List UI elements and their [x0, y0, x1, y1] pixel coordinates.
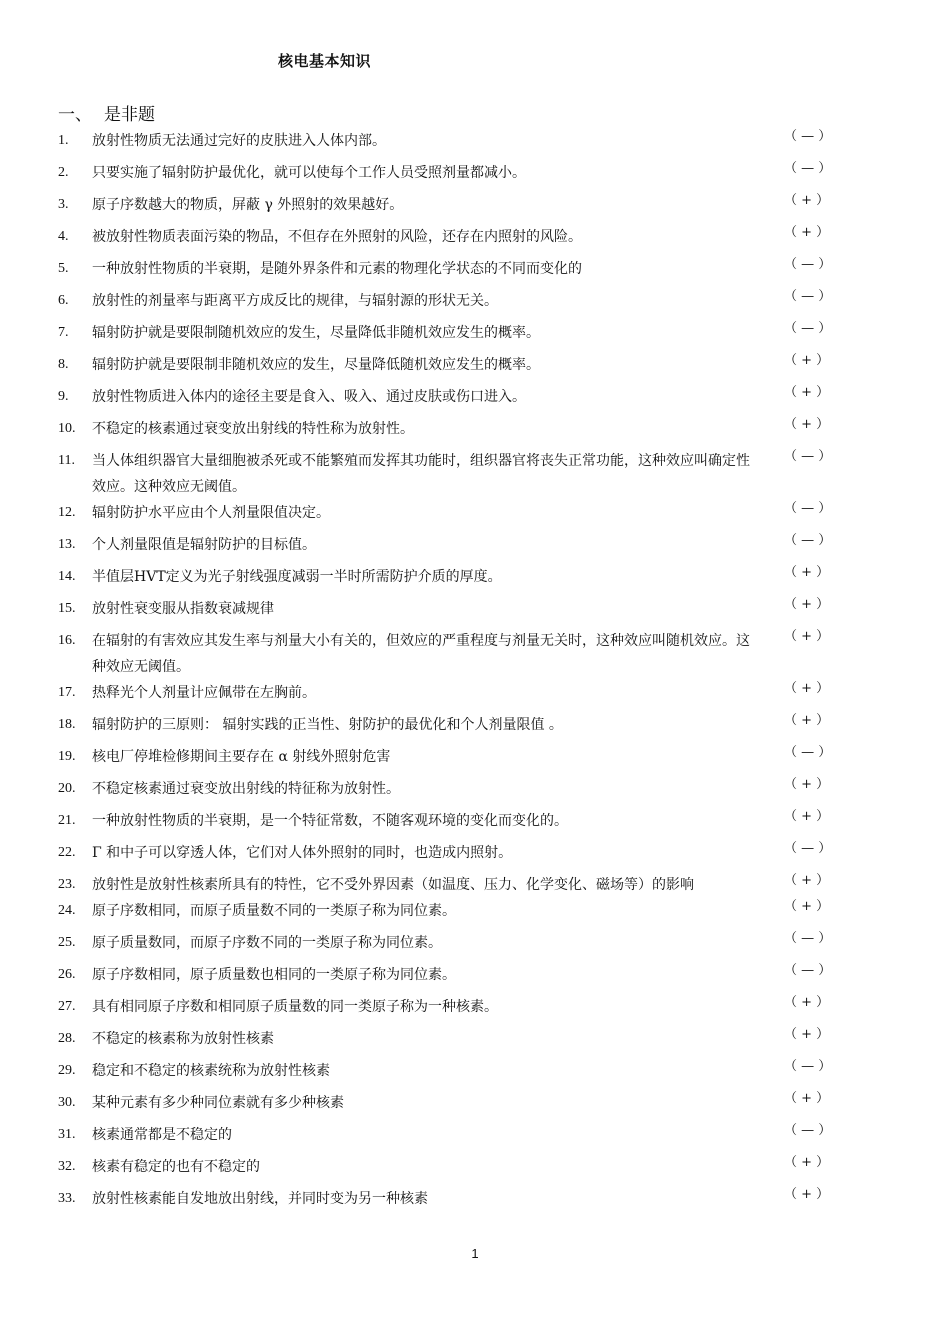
- question-item: [0, 628, 950, 680]
- question-number: 26.: [58, 967, 76, 982]
- question-answer: （ + ）: [784, 225, 830, 240]
- question-answer: （ + ）: [784, 713, 830, 728]
- question-text: 放射性物质无法通过完好的皮肤进入人体内部。: [92, 133, 386, 149]
- question-number: 15.: [58, 601, 76, 616]
- question-answer: （ — ）: [784, 321, 832, 336]
- question-item: [0, 930, 950, 956]
- question-answer: （ + ）: [784, 681, 830, 696]
- question-answer: （ — ）: [784, 841, 832, 856]
- question-answer: （ — ）: [784, 289, 832, 304]
- question-number: 16.: [58, 633, 76, 648]
- question-item: [0, 994, 950, 1020]
- question-text: 放射性的剂量率与距离平方成反比的规律，与辐射源的形状无关。: [92, 293, 498, 309]
- question-item: [0, 898, 950, 924]
- question-item: [0, 320, 950, 346]
- question-number: 2.: [58, 165, 69, 180]
- question-text: 原子序数相同，原子质量数也相同的一类原子称为同位素。: [92, 967, 456, 983]
- question-text: 辐射防护就是要限制随机效应的发生，尽量降低非随机效应发生的概率。: [92, 325, 540, 341]
- question-item: [0, 712, 950, 738]
- question-answer: （ + ）: [784, 809, 830, 824]
- question-number: 31.: [58, 1127, 76, 1142]
- question-item: [0, 962, 950, 988]
- question-item: [0, 384, 950, 410]
- question-answer: （ — ）: [784, 449, 832, 464]
- question-number: 25.: [58, 935, 76, 950]
- question-item: [0, 680, 950, 706]
- question-number: 7.: [58, 325, 69, 340]
- question-item: [0, 224, 950, 250]
- question-number: 12.: [58, 505, 76, 520]
- question-item: [0, 416, 950, 442]
- question-number: 22.: [58, 845, 76, 860]
- question-item: [0, 128, 950, 154]
- question-text: 不稳定的核素通过衰变放出射线的特性称为放射性。: [92, 421, 414, 437]
- question-answer: （ — ）: [784, 161, 832, 176]
- question-number: 18.: [58, 717, 76, 732]
- section-number: 一、: [58, 105, 92, 125]
- question-item: [0, 288, 950, 314]
- question-item: [0, 840, 950, 866]
- question-item: [0, 596, 950, 622]
- question-text: 被放射性物质表面污染的物品，不但存在外照射的风险，还存在内照射的风险。: [92, 229, 582, 245]
- question-number: 23.: [58, 877, 76, 892]
- question-number: 33.: [58, 1191, 76, 1206]
- question-answer: （ — ）: [784, 963, 832, 978]
- question-number: 9.: [58, 389, 69, 404]
- question-item: [0, 1058, 950, 1084]
- question-text: 辐射防护的三原则： 辐射实践的正当性、射防护的最优化和个人剂量限值 。: [92, 717, 563, 733]
- question-item: [0, 1186, 950, 1212]
- question-number: 29.: [58, 1063, 76, 1078]
- question-item: [0, 564, 950, 590]
- question-text: 放射性衰变服从指数衰减规律: [92, 601, 274, 617]
- question-answer: （ + ）: [784, 995, 830, 1010]
- question-item: [0, 808, 950, 834]
- question-text: 在辐射的有害效应其发生率与剂量大小有关的，但效应的严重程度与剂量无关时，这种效应叫随机效应。这种效应无阈值。: [92, 633, 750, 675]
- section-title: 是非题: [104, 105, 155, 125]
- question-text: 原子序数越大的物质，屏蔽 γ 外照射的效果越好。: [92, 197, 404, 213]
- question-item: [0, 1026, 950, 1052]
- question-text: 个人剂量限值是辐射防护的目标值。: [92, 537, 316, 553]
- question-text: 放射性物质进入体内的途径主要是食入、吸入、通过皮肤或伤口进入。: [92, 389, 526, 405]
- question-item: [0, 352, 950, 378]
- question-number: 13.: [58, 537, 76, 552]
- question-item: [0, 532, 950, 558]
- question-answer: （ + ）: [784, 385, 830, 400]
- question-answer: （ + ）: [784, 777, 830, 792]
- question-answer: （ — ）: [784, 501, 832, 516]
- document-title: 核电基本知识: [278, 52, 372, 70]
- question-answer: （ — ）: [784, 257, 832, 272]
- question-number: 4.: [58, 229, 69, 244]
- question-text: 具有相同原子序数和相同原子质量数的同一类原子称为一种核素。: [92, 999, 498, 1015]
- question-answer: （ + ）: [784, 1091, 830, 1106]
- question-text: 核电厂停堆检修期间主要存在 α 射线外照射危害: [92, 749, 391, 765]
- question-number: 17.: [58, 685, 76, 700]
- question-text: 辐射防护就是要限制非随机效应的发生，尽量降低随机效应发生的概率。: [92, 357, 540, 373]
- question-number: 1.: [58, 133, 69, 148]
- question-list: [0, 128, 950, 1218]
- section-heading: [58, 100, 155, 125]
- question-item: [0, 776, 950, 802]
- question-number: 8.: [58, 357, 69, 372]
- question-answer: （ + ）: [784, 417, 830, 432]
- question-number: 28.: [58, 1031, 76, 1046]
- question-text: 一种放射性物质的半衰期，是一个特征常数，不随客观环境的变化而变化的。: [92, 813, 568, 829]
- question-text: 热释光个人剂量计应佩带在左胸前。: [92, 685, 316, 701]
- question-answer: （ + ）: [784, 873, 830, 888]
- question-answer: （ + ）: [784, 597, 830, 612]
- question-text: 辐射防护水平应由个人剂量限值决定。: [92, 505, 330, 521]
- question-text: 不稳定核素通过衰变放出射线的特征称为放射性。: [92, 781, 400, 797]
- question-item: [0, 500, 950, 526]
- question-number: 14.: [58, 569, 76, 584]
- question-answer: （ + ）: [784, 193, 830, 208]
- question-text: 原子序数相同，而原子质量数不同的一类原子称为同位素。: [92, 903, 456, 919]
- question-answer: （ — ）: [784, 931, 832, 946]
- question-answer: （ + ）: [784, 1187, 830, 1202]
- question-text: 放射性是放射性核素所具有的特性，它不受外界因素（如温度、压力、化学变化、磁场等）的影响: [92, 877, 694, 893]
- question-number: 21.: [58, 813, 76, 828]
- question-text: 某种元素有多少种同位素就有多少种核素: [92, 1095, 344, 1111]
- question-number: 10.: [58, 421, 76, 436]
- question-text: Γ 和中子可以穿透人体，它们对人体外照射的同时，也造成内照射。: [92, 845, 513, 861]
- question-text: 半值层HVT定义为光子射线强度减弱一半时所需防护介质的厚度。: [92, 569, 502, 585]
- question-text: 核素通常都是不稳定的: [92, 1127, 232, 1143]
- question-number: 24.: [58, 903, 76, 918]
- question-number: 3.: [58, 197, 69, 212]
- question-item: [0, 192, 950, 218]
- question-answer: （ + ）: [784, 565, 830, 580]
- question-item: [0, 160, 950, 186]
- question-text: 原子质量数同，而原子序数不同的一类原子称为同位素。: [92, 935, 442, 951]
- question-item: [0, 744, 950, 770]
- question-item: [0, 448, 950, 500]
- question-number: 32.: [58, 1159, 76, 1174]
- question-answer: （ — ）: [784, 1059, 832, 1074]
- question-item: [0, 256, 950, 282]
- question-number: 27.: [58, 999, 76, 1014]
- question-number: 6.: [58, 293, 69, 308]
- question-item: [0, 1154, 950, 1180]
- question-text: 只要实施了辐射防护最优化，就可以使每个工作人员受照剂量都减小。: [92, 165, 526, 181]
- question-answer: （ + ）: [784, 899, 830, 914]
- question-answer: （ — ）: [784, 129, 832, 144]
- question-number: 5.: [58, 261, 69, 276]
- page-number: 1: [471, 1246, 479, 1261]
- question-answer: （ — ）: [784, 745, 832, 760]
- question-item: [0, 1090, 950, 1116]
- question-answer: （ + ）: [784, 353, 830, 368]
- question-text: 稳定和不稳定的核素统称为放射性核素: [92, 1063, 330, 1079]
- question-number: 20.: [58, 781, 76, 796]
- question-answer: （ + ）: [784, 629, 830, 644]
- question-text: 放射性核素能自发地放出射线，并同时变为另一种核素: [92, 1191, 428, 1207]
- question-number: 11.: [58, 453, 75, 468]
- question-number: 30.: [58, 1095, 76, 1110]
- question-answer: （ + ）: [784, 1155, 830, 1170]
- question-answer: （ — ）: [784, 533, 832, 548]
- question-text: 不稳定的核素称为放射性核素: [92, 1031, 274, 1047]
- question-answer: （ — ）: [784, 1123, 832, 1138]
- question-item: [0, 1122, 950, 1148]
- question-text: 一种放射性物质的半衰期，是随外界条件和元素的物理化学状态的不同而变化的: [92, 261, 582, 277]
- question-number: 19.: [58, 749, 76, 764]
- question-text: 当人体组织器官大量细胞被杀死或不能繁殖而发挥其功能时，组织器官将丧失正常功能，这种效应叫确定性效应。这种效应无阈值。: [92, 453, 750, 495]
- question-text: 核素有稳定的也有不稳定的: [92, 1159, 260, 1175]
- question-answer: （ + ）: [784, 1027, 830, 1042]
